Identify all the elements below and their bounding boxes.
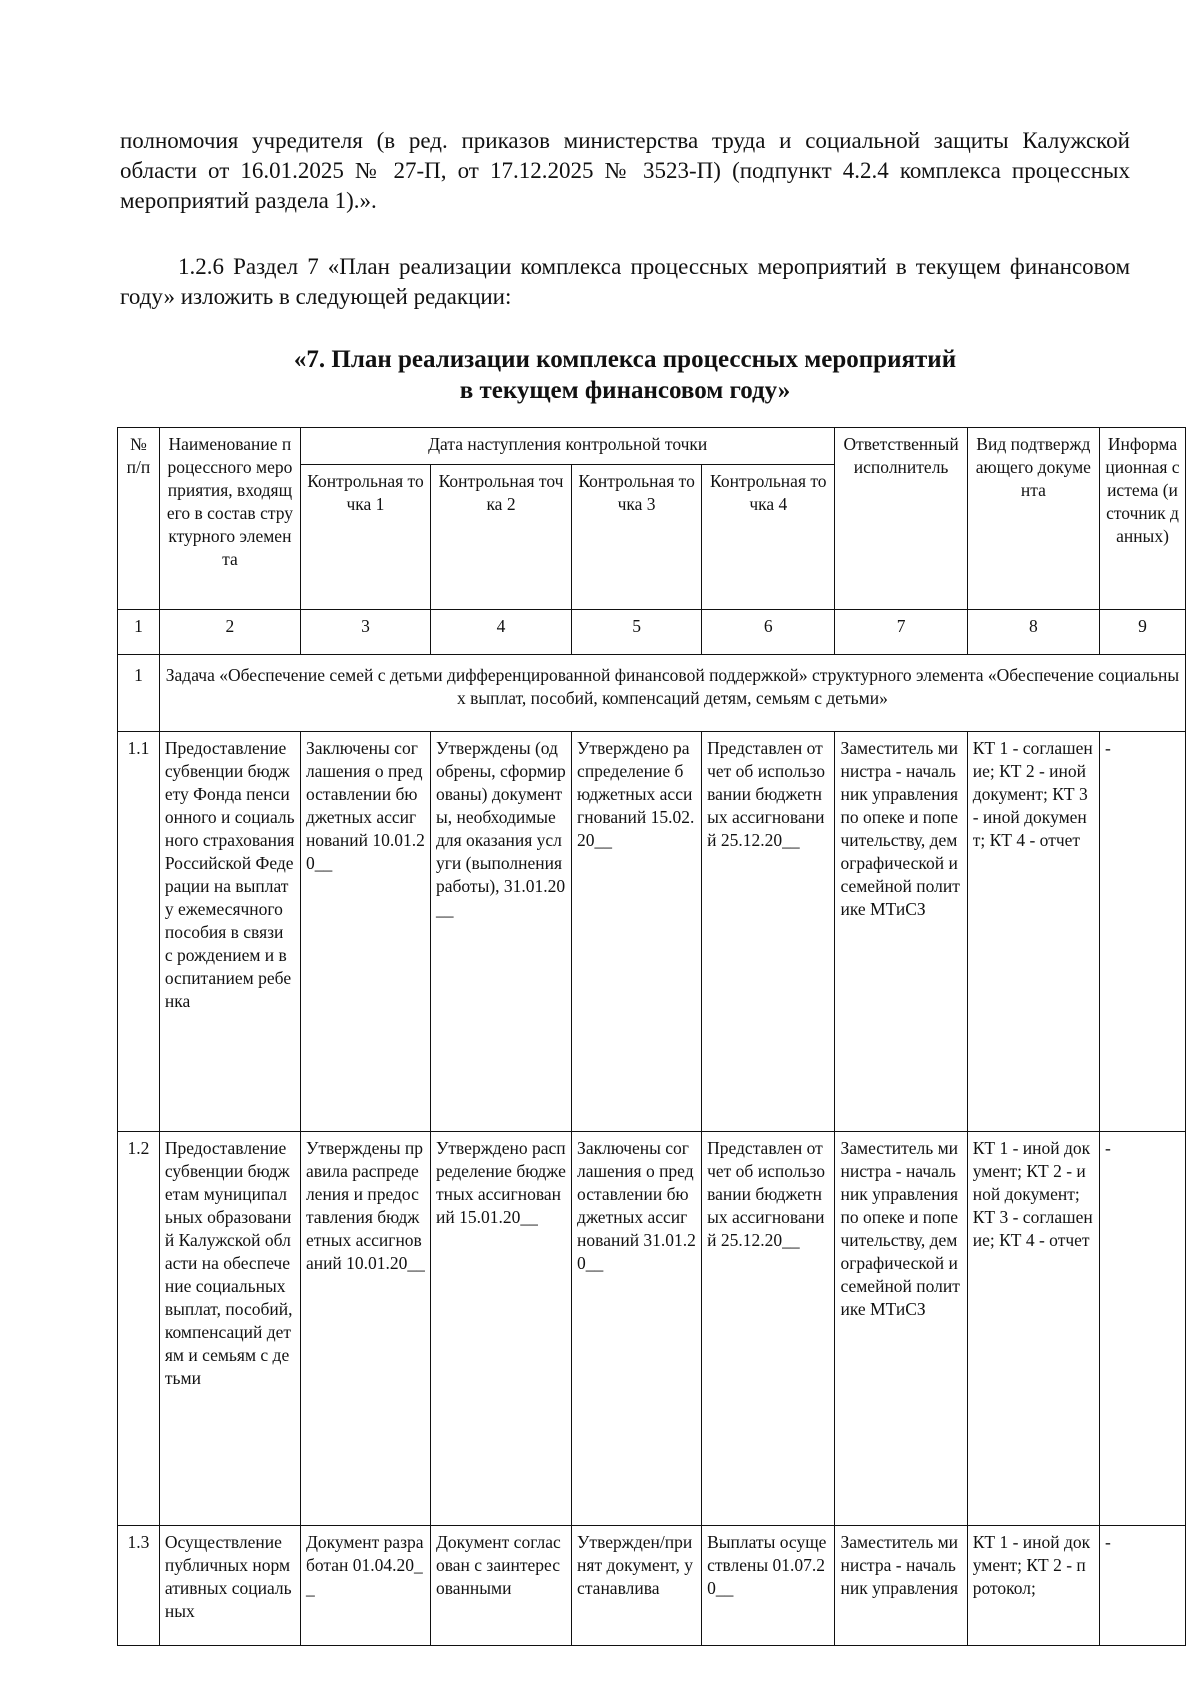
row-kt3: Утвержден/принят документ, устанавлива [572, 1526, 702, 1646]
column-number: 8 [967, 609, 1099, 654]
row-responsible: Заместитель министра - начальник управления по опеке и попечительству, демографической и семейной политике МТиСЗ [835, 731, 967, 1131]
row-responsible: Заместитель министра - начальник управления по опеке и попечительству, демографической и семейной политике МТиСЗ [835, 1132, 967, 1526]
section-title [120, 344, 1130, 406]
row-doc-type: КТ 1 - соглашение; КТ 2 - иной документ; КТ 3 - иной документ; КТ 4 - отчет [967, 731, 1099, 1131]
header-row-1 [118, 428, 1186, 465]
row-kt3: Заключены соглашения о предоставлении бюджетных ассигнований 31.01.20__ [572, 1132, 702, 1526]
table-row [118, 1526, 1186, 1646]
row-responsible: Заместитель министра - начальник управления [835, 1526, 967, 1646]
row-doc-type: КТ 1 - иной документ; КТ 2 - протокол; [967, 1526, 1099, 1646]
row-kt1: Документ разработан 01.04.20__ [300, 1526, 430, 1646]
row-info-system: - [1099, 1526, 1185, 1646]
plan-table [117, 427, 1186, 1646]
row-doc-type: КТ 1 - иной документ; КТ 2 - иной документ; КТ 3 - соглашение; КТ 4 - отчет [967, 1132, 1099, 1526]
row-number: 1.1 [118, 731, 160, 1131]
row-kt4: Представлен отчет об использовании бюджетных ассигнований 25.12.20__ [702, 731, 835, 1131]
header-number: № п/п [118, 428, 160, 610]
section-title-line-2: в текущем финансовом году» [459, 377, 791, 404]
column-number: 3 [300, 609, 430, 654]
row-number: 1.3 [118, 1526, 160, 1646]
column-number-row [118, 609, 1186, 654]
column-number: 4 [430, 609, 571, 654]
row-info-system: - [1099, 1132, 1185, 1526]
table-row [118, 1132, 1186, 1526]
row-name: Осуществление публичных нормативных социальных [159, 1526, 300, 1646]
row-kt2: Утверждено распределение бюджетных ассигнований 15.01.20__ [430, 1132, 571, 1526]
header-name: Наименование процессного мероприятия, входящего в состав структурного элемента [159, 428, 300, 610]
column-number: 5 [572, 609, 702, 654]
column-number: 9 [1099, 609, 1185, 654]
header-date-group: Дата наступления контрольной точки [300, 428, 835, 465]
row-kt1: Утверждены правила распределения и предоставления бюджетных ассигнований 10.01.20__ [300, 1132, 430, 1526]
task-row [118, 654, 1186, 731]
intro-paragraph: полномочия учредителя (в ред. приказов министерства труда и социальной защиты Калужской области от 16.01.2025 № 27-П, от 17.12.2025 № 3523-П) (подпункт 4.2.4 комплекса процессных мероприятий раздела 1).». [120, 128, 1130, 213]
header-kt4: Контрольная точка 4 [702, 465, 835, 609]
header-kt3: Контрольная точка 3 [572, 465, 702, 609]
column-number: 6 [702, 609, 835, 654]
header-info-system: Информационная система (источник данных) [1099, 428, 1185, 610]
row-name: Предоставление субвенции бюджету Фонда пенсионного и социального страхования Российской Федерации на выплату ежемесячного пособия в связи с рождением и воспитанием ребенка [159, 731, 300, 1131]
table-row [118, 731, 1186, 1131]
task-number: 1 [118, 654, 160, 731]
task-text: Задача «Обеспечение семей с детьми дифференцированной финансовой поддержкой» структурного элемента «Обеспечение социальных выплат, пособий, компенсаций детям, семьям с детьми» [159, 654, 1185, 731]
row-kt4: Выплаты осуществлены 01.07.20__ [702, 1526, 835, 1646]
row-kt2: Документ согласован с заинтересованными [430, 1526, 571, 1646]
header-responsible: Ответственный исполнитель [835, 428, 967, 610]
header-kt1: Контрольная точка 1 [300, 465, 430, 609]
column-number: 2 [159, 609, 300, 654]
instruction-paragraph: 1.2.6 Раздел 7 «План реализации комплекса процессных мероприятий в текущем финансовом году» изложить в следующей редакции: [120, 254, 1130, 309]
header-doc-type: Вид подтверждающего документа [967, 428, 1099, 610]
row-number: 1.2 [118, 1132, 160, 1526]
row-kt2: Утверждены (одобрены, сформированы) документы, необходимые для оказания услуги (выполнения работы), 31.01.20__ [430, 731, 571, 1131]
section-title-line-1: «7. План реализации комплекса процессных мероприятий [293, 346, 957, 373]
row-info-system: - [1099, 731, 1185, 1131]
row-kt4: Представлен отчет об использовании бюджетных ассигнований 25.12.20__ [702, 1132, 835, 1526]
row-kt1: Заключены соглашения о предоставлении бюджетных ассигнований 10.01.20__ [300, 731, 430, 1131]
column-number: 1 [118, 609, 160, 654]
row-kt3: Утверждено распределение бюджетных ассигнований 15.02.20__ [572, 731, 702, 1131]
row-name: Предоставление субвенции бюджетам муниципальных образований Калужской области на обеспечение социальных выплат, пособий, компенсаций детям и семьям с детьми [159, 1132, 300, 1526]
column-number: 7 [835, 609, 967, 654]
header-kt2: Контрольная точка 2 [430, 465, 571, 609]
